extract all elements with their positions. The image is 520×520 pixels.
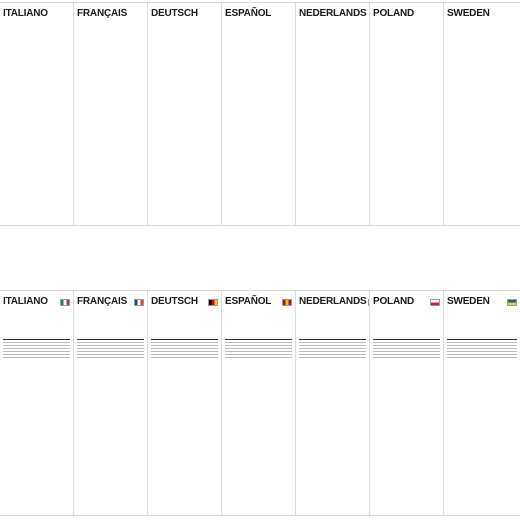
product-name: [151, 23, 218, 31]
usage-heading: [151, 50, 218, 54]
bottom-column: [74, 291, 148, 515]
product-name: [373, 23, 440, 31]
table-cell: [494, 355, 517, 358]
ingredients-text: [151, 366, 218, 398]
product-name: [225, 23, 292, 31]
product-name: [77, 23, 144, 31]
warnings-heading: [151, 90, 218, 94]
warnings-text: [299, 94, 366, 126]
storage-note: [77, 401, 144, 404]
nutrition-table-title: [373, 334, 440, 338]
product-name: [373, 311, 440, 319]
language-title: FRANÇAIS: [77, 8, 128, 19]
usage-text: [225, 55, 292, 87]
language-title: DEUTSCH: [151, 8, 198, 19]
language-title-row: [151, 295, 218, 309]
top-column: [222, 3, 296, 225]
table-row: [77, 355, 144, 358]
language-title-row: [373, 295, 440, 309]
ingredients-heading: [77, 361, 144, 365]
warnings-heading: [299, 90, 366, 94]
table-cell: [196, 355, 218, 358]
manufacturer-line-3: [0, 265, 520, 268]
top-column: [74, 3, 148, 225]
product-name: [299, 23, 366, 31]
daily-portion: [299, 44, 366, 47]
top-column: [0, 3, 74, 225]
bottom-column: [0, 291, 74, 515]
usage-text: [77, 55, 144, 87]
top-label-panel: [0, 2, 520, 226]
product-subtitle: [225, 32, 292, 38]
bottom-column: [148, 291, 222, 515]
language-title: NEDERLANDS: [299, 8, 367, 19]
table-row: [447, 355, 517, 358]
nutrition-table-title: [151, 334, 218, 338]
usage-text: [3, 55, 70, 87]
usage-heading: [373, 50, 440, 54]
daily-portion: [373, 325, 440, 328]
bottom-column: [296, 291, 370, 515]
warnings-text: [225, 94, 292, 126]
bottom-label-panel: [0, 290, 520, 516]
top-column: [370, 3, 444, 225]
table-row: [3, 355, 70, 358]
language-title-row: [3, 295, 70, 309]
daily-portion: [447, 325, 517, 328]
daily-portion: [77, 44, 144, 47]
ingredients-text: [299, 366, 366, 398]
product-name: [447, 311, 517, 319]
language-title: POLAND: [373, 8, 415, 19]
table-cell: [122, 355, 144, 358]
warnings-text: [3, 94, 70, 126]
language-title-row: [77, 295, 144, 309]
usage-heading: [77, 50, 144, 54]
storage-note: [3, 401, 70, 404]
warnings-heading: [77, 90, 144, 94]
country-flag-icon: [134, 299, 144, 306]
language-title: SWEDEN: [447, 8, 490, 19]
storage-note: [299, 401, 366, 404]
manufacturer-info: [0, 258, 520, 268]
product-subtitle: [299, 32, 366, 38]
table-row: [225, 355, 292, 358]
nutrition-table: [151, 339, 218, 358]
country-flag-icon: [282, 299, 292, 306]
warnings-text: [447, 94, 517, 126]
daily-portion: [3, 325, 70, 328]
product-name: [77, 311, 144, 319]
top-language-columns: [0, 3, 520, 225]
daily-portion: [299, 325, 366, 328]
table-row: [151, 355, 218, 358]
nutrition-table: [3, 339, 70, 358]
daily-portion: [225, 325, 292, 328]
nutrition-table: [299, 339, 366, 358]
table-cell: [247, 355, 269, 358]
nutrition-table-title: [299, 334, 366, 338]
product-subtitle: [447, 32, 517, 38]
daily-portion: [151, 44, 218, 47]
ingredients-heading: [3, 361, 70, 365]
nutrition-table: [77, 339, 144, 358]
ingredients-text: [447, 366, 517, 398]
ingredients-text: [225, 366, 292, 398]
language-title: ITALIANO: [3, 8, 48, 19]
language-title: ITALIANO: [3, 296, 48, 307]
table-cell: [225, 355, 247, 358]
table-cell: [77, 355, 99, 358]
daily-portion: [77, 325, 144, 328]
product-subtitle: [373, 32, 440, 38]
language-title: ESPAÑOL: [225, 296, 272, 307]
product-subtitle: [3, 32, 70, 38]
product-name: [299, 311, 366, 319]
table-row: [299, 355, 366, 358]
usage-heading: [299, 50, 366, 54]
language-title: SWEDEN: [447, 296, 490, 307]
language-title: POLAND: [373, 296, 415, 307]
country-flag-icon: [507, 299, 517, 306]
ingredients-text: [3, 366, 70, 398]
nutrition-table: [225, 339, 292, 358]
daily-portion: [151, 325, 218, 328]
country-flag-icon: [208, 299, 218, 306]
product-subtitle: [151, 32, 218, 38]
product-name: [151, 311, 218, 319]
warnings-heading: [447, 90, 517, 94]
nutrition-table-title: [77, 334, 144, 338]
top-column: [444, 3, 520, 225]
nutrition-table-title: [3, 334, 70, 338]
warnings-text: [373, 94, 440, 126]
table-cell: [418, 355, 440, 358]
table-cell: [299, 355, 321, 358]
storage-note: [447, 401, 517, 404]
table-cell: [373, 355, 395, 358]
storage-note: [151, 401, 218, 404]
table-row: [373, 355, 440, 358]
table-cell: [99, 355, 121, 358]
table-cell: [321, 355, 343, 358]
table-cell: [3, 355, 25, 358]
table-cell: [48, 355, 70, 358]
ingredients-heading: [447, 361, 517, 365]
country-flag-icon: [430, 299, 440, 306]
usage-text: [447, 55, 517, 87]
table-cell: [395, 355, 417, 358]
usage-heading: [225, 50, 292, 54]
usage-heading: [447, 50, 517, 54]
warnings-text: [151, 94, 218, 126]
language-title: FRANÇAIS: [77, 296, 128, 307]
nutrition-table: [373, 339, 440, 358]
top-column: [148, 3, 222, 225]
usage-text: [373, 55, 440, 87]
language-title: ESPAÑOL: [225, 8, 272, 19]
table-cell: [270, 355, 292, 358]
storage-note: [225, 401, 292, 404]
product-subtitle: [77, 32, 144, 38]
bottom-column: [222, 291, 296, 515]
daily-portion: [225, 44, 292, 47]
product-name: [3, 311, 70, 319]
nutrition-table-title: [225, 334, 292, 338]
usage-text: [151, 55, 218, 87]
daily-portion: [447, 44, 517, 47]
warnings-heading: [225, 90, 292, 94]
language-title-row: [225, 295, 292, 309]
warnings-heading: [373, 90, 440, 94]
warnings-text: [77, 94, 144, 126]
language-title: DEUTSCH: [151, 296, 198, 307]
country-flag-icon: [60, 299, 70, 306]
nutrition-table: [447, 339, 517, 358]
table-cell: [344, 355, 366, 358]
bottom-column: [370, 291, 444, 515]
language-title-row: [299, 295, 366, 309]
table-cell: [151, 355, 173, 358]
bottom-column: [444, 291, 520, 515]
product-name: [3, 23, 70, 31]
language-title: NEDERLANDS: [299, 296, 367, 307]
product-name: [225, 311, 292, 319]
warnings-heading: [3, 90, 70, 94]
nutrition-table-title: [447, 334, 517, 338]
storage-note: [373, 401, 440, 404]
ingredients-heading: [373, 361, 440, 365]
daily-portion: [3, 44, 70, 47]
table-cell: [447, 355, 470, 358]
ingredients-text: [77, 366, 144, 398]
top-column: [296, 3, 370, 225]
table-cell: [25, 355, 47, 358]
table-cell: [470, 355, 493, 358]
usage-text: [299, 55, 366, 87]
product-name: [447, 23, 517, 31]
ingredients-heading: [225, 361, 292, 365]
usage-heading: [3, 50, 70, 54]
language-title-row: [447, 295, 517, 309]
table-cell: [173, 355, 195, 358]
ingredients-heading: [151, 361, 218, 365]
ingredients-heading: [299, 361, 366, 365]
daily-portion: [373, 44, 440, 47]
ingredients-text: [373, 366, 440, 398]
bottom-language-columns: [0, 291, 520, 515]
